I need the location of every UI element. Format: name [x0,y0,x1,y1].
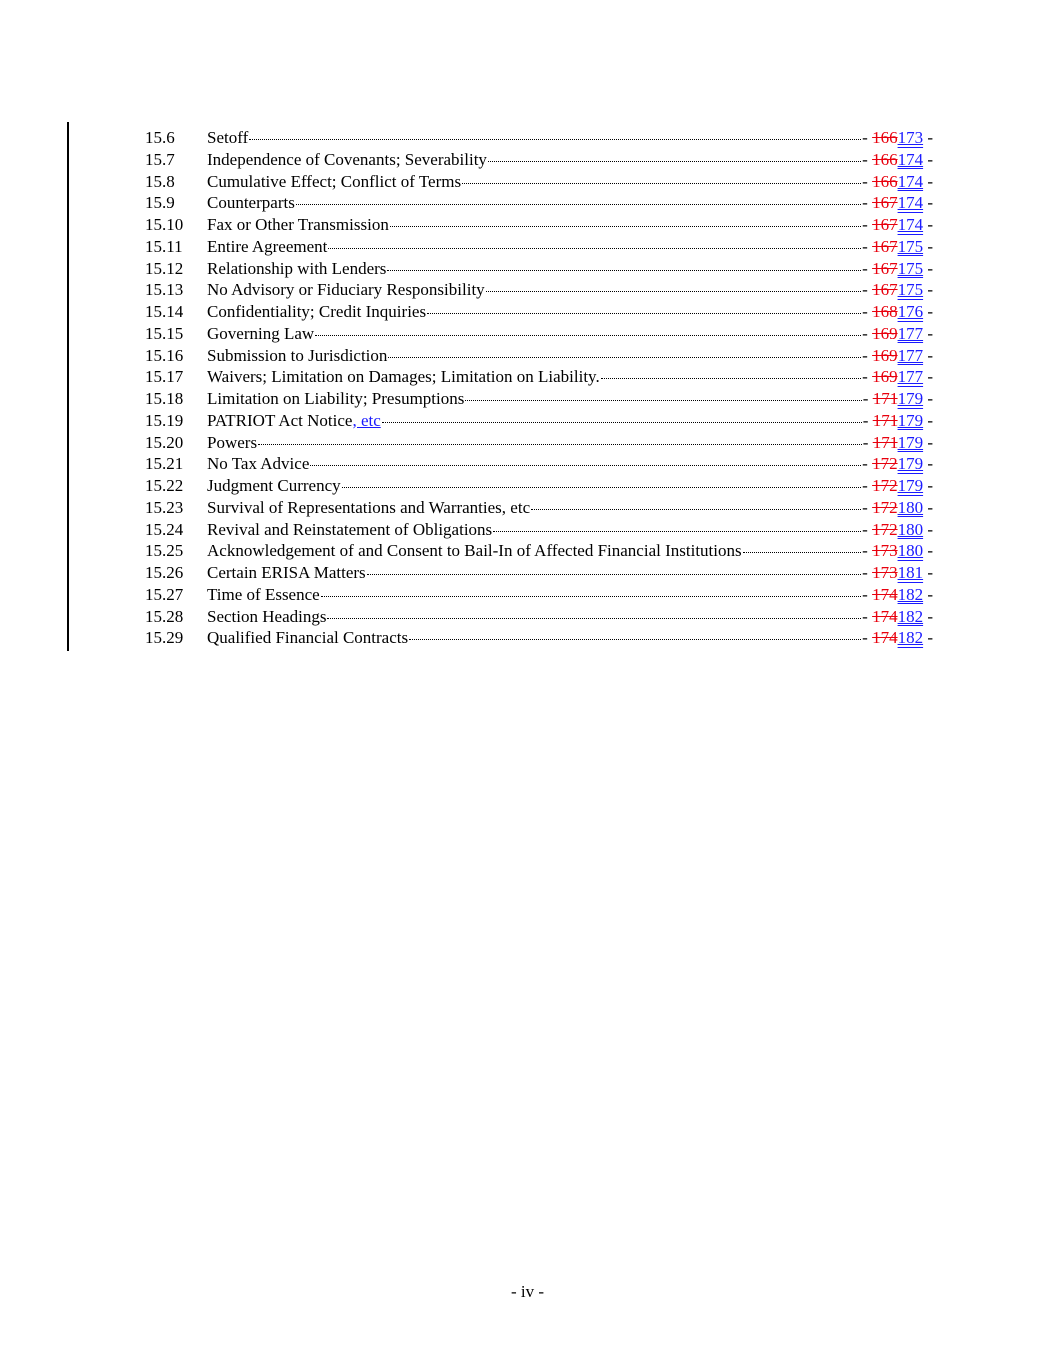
section-title[interactable] [207,432,257,454]
section-title[interactable] [207,410,381,432]
page-reference[interactable] [862,149,933,171]
deleted-page-number: 174 [872,606,898,626]
toc-entry[interactable] [145,540,933,562]
inserted-page-number[interactable]: 177 [897,367,924,387]
toc-entry[interactable] [145,519,933,541]
section-title-text: Entire Agreement [207,236,328,256]
section-number: 15.25 [145,541,184,561]
page-reference[interactable] [862,540,933,562]
page-reference[interactable] [862,301,933,323]
page-reference[interactable] [863,432,933,454]
page-prefix: - [862,171,873,191]
toc-entry[interactable] [145,627,933,649]
dot-leader [310,465,861,466]
section-number: 15.16 [145,345,184,365]
deleted-page-number: 174 [872,628,898,648]
revision-change-bar [67,122,69,651]
page-prefix: - [862,606,873,626]
section-number: 15.17 [145,367,184,387]
section-title[interactable] [207,388,464,410]
page-prefix: - [862,345,873,365]
dot-leader [486,291,861,292]
page-suffix: - [923,628,933,648]
dot-leader [493,531,861,532]
page-suffix: - [923,519,933,539]
toc-entry[interactable] [145,410,933,432]
page-suffix: - [923,584,933,604]
page-reference[interactable] [862,453,933,475]
section-number: 15.21 [145,454,184,474]
toc-entry[interactable] [145,366,933,388]
section-title-text: Certain ERISA Matters [207,563,366,582]
page-reference[interactable] [862,475,933,497]
toc-entry[interactable] [145,279,933,301]
toc-entry[interactable] [145,171,933,193]
page-footer-number: - iv - [510,1282,545,1301]
inserted-page-number[interactable]: 180 [897,497,924,517]
section-title-text: Limitation on Liability; Presumptions [207,389,465,408]
toc-entry[interactable] [145,301,933,323]
section-title-text: Counterparts [207,193,295,213]
page-reference[interactable] [862,236,933,258]
section-title-text: Acknowledgement of and Consent to Bail-In of Affected Financial Institutions [207,541,742,561]
deleted-page-number: 172 [872,454,898,474]
deleted-page-number: 167 [872,193,898,213]
deleted-page-number: 168 [872,302,898,321]
section-title-insertion: , etc [352,410,381,430]
inserted-page-number[interactable]: 173 [897,128,924,147]
page-reference[interactable] [862,497,933,519]
section-number: 15.28 [145,606,184,626]
section-number: 15.11 [145,236,183,256]
deleted-page-number: 166 [872,149,898,169]
section-number: 15.26 [145,563,184,582]
toc-entry[interactable] [145,388,933,410]
inserted-page-number[interactable]: 174 [897,193,924,213]
section-title[interactable] [207,192,295,214]
section-title[interactable] [207,345,387,367]
page-reference[interactable] [862,214,933,236]
section-title[interactable] [207,453,309,475]
dot-leader [531,509,861,510]
toc-entry[interactable] [145,236,933,258]
page-suffix: - [923,345,933,365]
page-suffix: - [923,432,933,452]
deleted-page-number: 167 [872,258,898,278]
deleted-page-number: 169 [872,345,898,365]
page-suffix: - [923,410,933,430]
section-title-text: Fax or Other Transmission [207,215,389,234]
dot-leader [315,335,861,336]
section-number: 15.8 [145,171,175,191]
page-reference[interactable] [862,519,933,541]
dot-leader [390,226,861,227]
page-prefix: - [862,280,873,300]
page-reference[interactable] [863,388,933,410]
section-title[interactable] [207,301,426,323]
section-title-text: Setoff [207,128,249,147]
deleted-page-number: 166 [872,171,898,191]
inserted-page-number[interactable]: 176 [897,302,924,321]
page-prefix: - [862,215,873,234]
inserted-page-number[interactable]: 182 [897,606,924,626]
page-prefix: - [862,497,873,517]
section-number: 15.29 [145,628,184,648]
section-title-text: Powers [207,432,258,452]
page-reference[interactable] [862,323,933,345]
dot-leader [327,618,861,619]
inserted-page-number[interactable]: 177 [897,345,924,365]
deleted-page-number: 174 [872,584,898,604]
section-title-text: Revival and Reinstatement of Obligations [207,519,493,539]
section-number: 15.24 [145,519,184,539]
section-title[interactable] [207,540,742,562]
inserted-page-number[interactable]: 174 [897,149,924,169]
deleted-page-number: 171 [872,389,898,408]
page-suffix: - [923,563,933,582]
section-number: 15.19 [145,410,184,430]
section-title[interactable] [207,584,320,606]
section-title[interactable] [207,475,341,497]
section-title-text: Judgment Currency [207,476,341,495]
page-prefix: - [862,476,873,495]
deleted-page-number: 167 [872,236,898,256]
section-title[interactable] [207,366,600,388]
section-number: 15.14 [145,302,184,321]
dot-leader [388,357,861,358]
dot-leader [258,444,862,445]
page-suffix: - [923,606,933,626]
toc-entry[interactable] [145,258,933,280]
page-prefix: - [862,258,873,278]
toc-entry[interactable] [145,345,933,367]
dot-leader [465,400,861,401]
section-title-text: Cumulative Effect; Conflict of Terms [207,171,462,191]
dot-leader [462,183,861,184]
page-prefix: - [862,389,873,408]
section-number: 15.6 [145,128,175,147]
page-reference[interactable] [863,410,933,432]
inserted-page-number[interactable]: 174 [897,215,924,234]
toc-entry[interactable] [145,432,933,454]
inserted-page-number[interactable]: 179 [897,432,924,452]
inserted-page-number[interactable]: 179 [897,454,924,474]
dot-leader [427,313,861,314]
section-number: 15.20 [145,432,184,452]
page-suffix: - [923,193,933,213]
toc-entry[interactable] [145,323,933,345]
inserted-page-number[interactable]: 181 [897,563,924,582]
section-title-text: Time of Essence [207,584,320,604]
section-title[interactable] [207,127,248,149]
page-suffix: - [923,302,933,321]
deleted-page-number: 173 [872,563,898,582]
page-reference[interactable] [862,627,933,649]
page-prefix: - [862,236,873,256]
page-prefix: - [862,563,873,582]
section-title[interactable] [207,323,314,345]
section-number: 15.15 [145,323,184,343]
deleted-page-number: 169 [872,323,898,343]
dot-leader [387,270,861,271]
section-number: 15.10 [145,215,184,234]
page-suffix: - [923,280,933,300]
page-reference[interactable] [862,366,933,388]
deleted-page-number: 169 [872,367,898,387]
page-suffix: - [923,323,933,343]
inserted-page-number[interactable]: 174 [897,171,924,191]
toc-entry[interactable] [145,192,933,214]
inserted-page-number[interactable]: 177 [897,323,924,343]
page-suffix: - [923,367,933,387]
table-of-contents [145,127,933,649]
page-suffix: - [923,149,933,169]
page-reference[interactable] [862,258,933,280]
inserted-page-number[interactable]: 182 [897,628,924,648]
page-prefix: - [862,128,873,147]
section-title-text: Governing Law [207,323,315,343]
page-suffix: - [923,215,933,234]
section-title-text: Qualified Financial Contracts [207,628,409,648]
inserted-page-number[interactable]: 180 [897,541,924,561]
section-title-text: Relationship with Lenders [207,258,387,278]
inserted-page-number[interactable]: 182 [897,584,924,604]
section-number: 15.12 [145,258,184,278]
dot-leader [321,596,861,597]
section-number: 15.7 [145,149,175,169]
section-title[interactable] [207,214,389,236]
page-prefix: - [862,323,873,343]
page-prefix: - [862,628,873,648]
inserted-page-number[interactable]: 175 [897,280,924,300]
page-suffix: - [923,128,933,147]
page-prefix: - [862,584,873,604]
page-reference[interactable] [862,584,933,606]
dot-leader [382,422,862,423]
page-prefix: - [862,454,873,474]
page-prefix: - [862,432,873,452]
section-title[interactable] [207,236,327,258]
deleted-page-number: 166 [872,128,898,147]
section-title-text: No Advisory or Fiduciary Responsibility [207,280,485,300]
section-number: 15.13 [145,280,184,300]
deleted-page-number: 173 [872,541,898,561]
inserted-page-number[interactable]: 179 [897,476,924,495]
deleted-page-number: 172 [872,476,898,495]
toc-entry[interactable] [145,475,933,497]
page-suffix: - [923,476,933,495]
dot-leader [249,139,861,140]
dot-leader [488,161,861,162]
section-title-text: PATRIOT Act Notice [207,410,353,430]
page-reference[interactable] [862,192,933,214]
inserted-page-number[interactable]: 179 [897,410,924,430]
inserted-page-number[interactable]: 175 [897,236,924,256]
inserted-page-number[interactable]: 175 [897,258,924,278]
section-title-text: Submission to Jurisdiction [207,345,388,365]
deleted-page-number: 171 [872,410,898,430]
dot-leader [342,487,862,488]
dot-leader [409,639,861,640]
page-suffix: - [923,236,933,256]
inserted-page-number[interactable]: 180 [897,519,924,539]
page-suffix: - [923,258,933,278]
page-prefix: - [862,519,873,539]
section-title[interactable] [207,171,461,193]
toc-entry[interactable] [145,497,933,519]
toc-entry[interactable] [145,584,933,606]
inserted-page-number[interactable]: 179 [897,389,924,408]
page-prefix: - [862,367,873,387]
toc-entry[interactable] [145,453,933,475]
page-suffix: - [923,497,933,517]
dot-leader [296,204,861,205]
section-title-text: Independence of Covenants; Severability [207,149,487,169]
page-reference[interactable] [862,606,933,628]
toc-entry[interactable] [145,562,933,584]
section-number: 15.18 [145,389,184,408]
page-prefix: - [862,149,873,169]
section-title-text: Waivers; Limitation on Damages; Limitation on Liability. [207,367,600,387]
page-prefix: - [862,193,873,213]
section-title-text: Section Headings [207,606,327,626]
page-prefix: - [862,410,873,430]
deleted-page-number: 172 [872,519,898,539]
page-suffix: - [923,389,933,408]
page-reference[interactable] [862,562,933,584]
section-title[interactable] [207,149,487,171]
section-title[interactable] [207,279,485,301]
section-number: 15.23 [145,497,184,517]
page-suffix: - [923,454,933,474]
section-title-text: Confidentiality; Credit Inquiries [207,302,427,321]
section-title[interactable] [207,606,326,628]
dot-leader [601,378,861,379]
page-reference[interactable] [862,345,933,367]
section-title[interactable] [207,497,530,519]
page-prefix: - [862,541,873,561]
page-reference[interactable] [862,127,933,149]
page-suffix: - [923,171,933,191]
section-title[interactable] [207,519,492,541]
section-number: 15.22 [145,476,184,495]
page-reference[interactable] [862,171,933,193]
toc-entry[interactable] [145,606,933,628]
page-reference[interactable] [862,279,933,301]
dot-leader [328,248,861,249]
section-title[interactable] [207,562,366,584]
deleted-page-number: 172 [872,497,898,517]
deleted-page-number: 171 [872,432,898,452]
section-number: 15.9 [145,193,175,213]
page-suffix: - [923,541,933,561]
page-prefix: - [862,302,873,321]
section-title[interactable] [207,627,408,649]
toc-entry[interactable] [145,149,933,171]
deleted-page-number: 167 [872,280,898,300]
section-title-text: Survival of Representations and Warranties, etc [207,497,531,517]
section-title-text: No Tax Advice [207,454,310,474]
deleted-page-number: 167 [872,215,898,234]
toc-entry[interactable] [145,127,933,149]
dot-leader [367,574,862,575]
dot-leader [743,552,862,553]
section-title[interactable] [207,258,386,280]
toc-entry[interactable] [145,214,933,236]
section-number: 15.27 [145,584,184,604]
